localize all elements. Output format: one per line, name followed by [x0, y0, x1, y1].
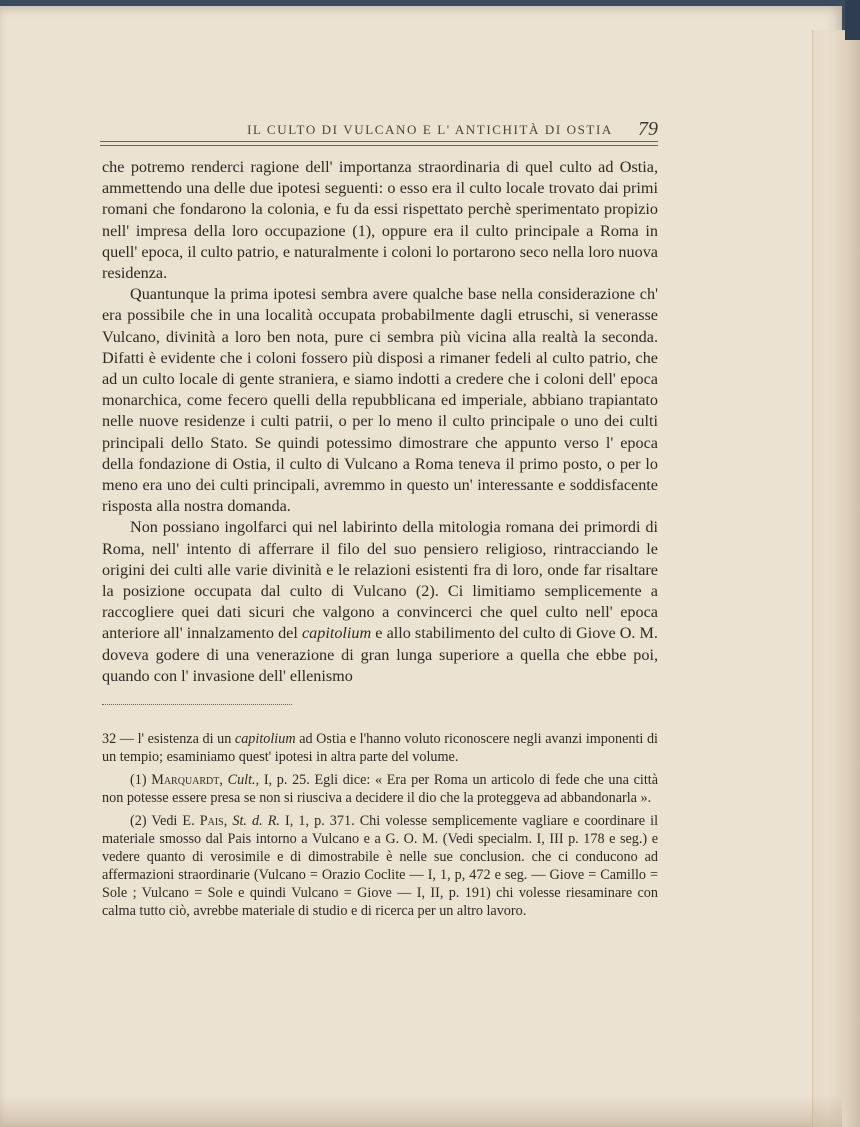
footnote-32-text-a: 32 — l' esistenza di un: [102, 731, 235, 747]
footnote-2-text: I, 1, p. 371. Chi volesse semplicemente vagliare e coordinare il materiale smosso dal Pais intorno a Vulcano e a G. O. M. (Vedi specialm. I, III p. 178 e seg.) e vedere quanto di verosimile e di dimostrabile è nelle sue conclusion. che ci conducono ad affermazioni straordinarie (Vulcano = Orazio Coclite — I, 1, p, 472 e seg. — Giove = Camillo = Sole ; Vulcano = Sole e quindi Vulcano = Giove — I, II, p. 191) chi volesse riesaminare con calma tutto ciò, avrebbe materiale di studio e di ricerca per un altro lavoro.: [102, 813, 659, 919]
paragraph-3: [102, 517, 658, 687]
main-text: [102, 157, 658, 687]
footnote-1-author: Marquardt: [151, 772, 220, 788]
footnote-32: [102, 730, 658, 766]
footnote-1: (1) Marquardt, Cult., I, p. 25. Egli dice: « Era per Roma un articolo di fede che una città non potesse essere presa se non si riusciva a decidere il dio che la proteggeva ad abbandonarla ».: [102, 772, 659, 806]
footnote-1-num: (1): [130, 772, 152, 788]
page-header: [100, 118, 658, 140]
footnote-1-work: Cult.,: [227, 772, 260, 788]
footnote-32-italic: capitolium: [234, 731, 296, 747]
footnote-1-text: I, p. 25. Egli dice: « Era per Roma un articolo di fede che una città non potesse essere presa se non si riusciva a decidere il dio che la proteggeva ad abbandonarla ».: [102, 772, 659, 806]
paragraph-3-text-a: Non possiano ingolfarci qui nel labirinto della mitologia romana dei primordi di Roma, nell' intento di afferrare il filo del suo pensiero religioso, rintracciando le origini dei culti alle varie divinità e le relazioni esistenti fra di loro, onde far risaltare la posizione occupata dal culto di Vulcano (2). Ci limitiamo semplicemente a raccogliere quei dati sicuri che valgono a convincerci che quel culto nell' epoca anteriore all' innalzamento del: [102, 518, 658, 643]
paragraph-2: Quantunque la prima ipotesi sembra avere qualche base nella considerazione ch' era possibile che in una località occupata probabilmente dagli etruschi, si venerasse Vulcano, divinità a loro ben nota, pure ci sembra più vicina alla realtà la seconda. Difatti è evidente che i coloni fossero più disposi a rimaner fedeli al culto patrio, che ad un culto locale di gente straniera, e siamo indotti a credere che i coloni dell' epoca monarchica, come fecero quelli della repubblicana ed imperiale, abbiano trapiantato nelle nuove residenze i culti patrii, o per lo meno il culto principale o uno dei culti principali dello Stato. Se quindi potessimo dimostrare che appunto verso l' epoca della fondazione di Ostia, il culto di Vulcano a Roma teneva il primo posto, o per lo meno era uno dei culti principali, avremmo in questo un' interessante e soddisfacente risposta alla nostra domanda.: [102, 285, 658, 516]
page-edge-stack: [812, 30, 860, 1127]
page-bottom-shadow: [0, 1095, 842, 1127]
page-number: 79: [638, 118, 658, 140]
header-rule: [100, 141, 658, 146]
footnote-separator: [102, 704, 292, 705]
background-corner: [845, 0, 860, 40]
footnote-32-text-b: ad Ostia e l'hanno voluto riconoscere negli avanzi imponenti di un tempio; esaminiamo quest' ipotesi in altra parte del volume.: [102, 731, 658, 765]
paragraph-3-italic: capitolium: [301, 624, 372, 643]
paragraph-3-text-b: e allo stabilimento del culto di Giove O. M. doveva godere di una venerazione di gran lunga superiore a quella che ebbe poi, quando con l' invasione dell' ellenismo: [102, 624, 658, 685]
footnote-2-num: (2) Vedi E.: [130, 813, 200, 829]
footnote-2: (2) Vedi E. Pais, St. d. R. I, 1, p. 371. Chi volesse semplicemente vagliare e coordinare il materiale smosso dal Pais intorno a Vulcano e a G. O. M. (Vedi specialm. I, III p. 178 e seg.) e vedere quanto di verosimile e di dimostrabile è nelle sue conclusion. che ci conducono ad affermazioni straordinarie (Vulcano = Orazio Coclite — I, 1, p, 472 e seg. — Giove = Camillo = Sole ; Vulcano = Sole e quindi Vulcano = Giove — I, II, p. 191) chi volesse riesaminare con calma tutto ciò, avrebbe materiale di studio e di ricerca per un altro lavoro.: [102, 813, 659, 919]
paragraph-1: che potremo renderci ragione dell' importanza straordinaria di quel culto ad Ostia, ammettendo una delle due ipotesi seguenti: o esso era il culto locale trovato dai primi romani che fondarono la colonia, e fu da essi rispettato perchè sperimentato propizio nell' impresa della loro occupazione (1), oppure era il culto principale a Roma in quell' epoca, il culto patrio, e naturalmente i coloni lo portarono seco nella loro nuova residenza.: [102, 158, 658, 283]
footnote-2-work: St. d. R.: [232, 813, 280, 829]
footnote-2-author: Pais: [199, 813, 224, 829]
running-head: IL CULTO DI VULCANO E L' ANTICHITÀ DI OSTIA: [247, 122, 613, 137]
footnotes: [102, 730, 658, 925]
